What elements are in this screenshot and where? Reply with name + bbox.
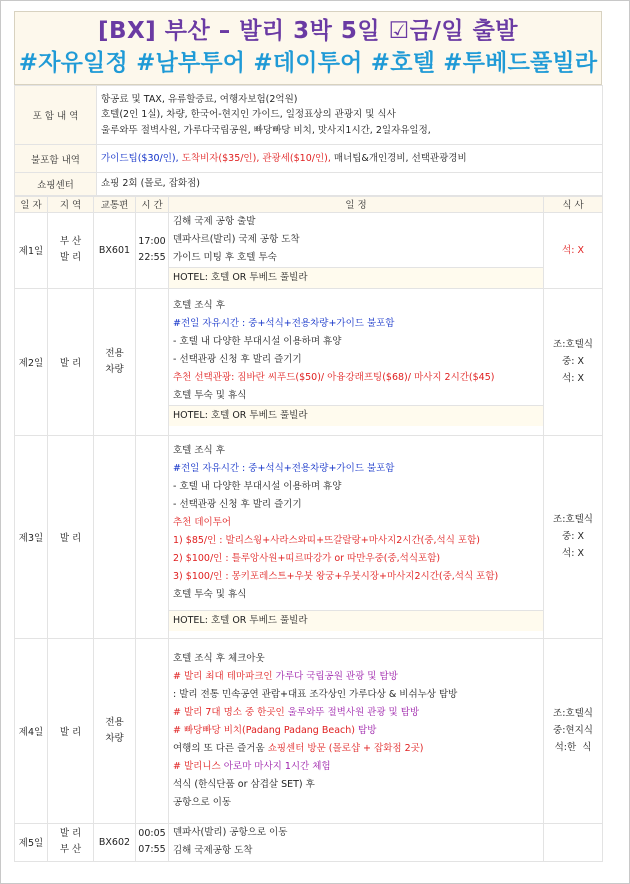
itinerary-sheet bbox=[14, 11, 602, 862]
schedule-line: # 빠당빠당 비치(Padang Padang Beach) 탐방 bbox=[173, 724, 377, 736]
includes-line: 호텔(2인 1실), 차량, 한국어-현지인 가이드, 일정표상의 관광지 및 식사 bbox=[101, 109, 396, 121]
transport: 전용 차량 bbox=[94, 638, 136, 823]
day-tour-option: 1) $85/인 : 발리스윙+사라스와띠+뜨갈랄랑+마사지2시간(중,석식 포함) bbox=[173, 535, 480, 546]
schedule-cell bbox=[169, 435, 544, 638]
meal-cell: 조:호텔식 중: X 석: X bbox=[544, 288, 603, 435]
schedule-line: # 발리 7대 명소 중 한곳인 울루와뚜 절벽사원 관광 및 탐방 bbox=[173, 706, 420, 718]
free-time-line: #전일 자유시간 : 중+석식+전용차량+가이드 불포함 bbox=[173, 463, 395, 474]
time-cell bbox=[136, 638, 169, 823]
summary-table bbox=[14, 85, 603, 196]
hashtag-title: #자유일정 #남부투어 #데이투어 #호텔 #투베드풀빌라 bbox=[18, 50, 598, 76]
optional-tour-line: 추천 선택관광: 짐바란 씨푸드($50)/ 아융강래프팅($68)/ 마사지 2시간($45) bbox=[173, 372, 495, 383]
schedule-line: 가이드 미팅 후 호텔 투숙 bbox=[173, 251, 277, 263]
schedule-line: # 발리 최대 테마파크인 가루다 국립공원 관광 및 탐방 bbox=[173, 670, 398, 682]
schedule-cell bbox=[169, 638, 544, 823]
schedule-line: - 호텔 내 다양한 부대시설 이용하며 휴양 bbox=[173, 481, 342, 492]
region: 발 리 bbox=[48, 638, 94, 823]
hotel-line: HOTEL: 호텔 OR 투베드 풀빌라 bbox=[169, 267, 543, 288]
transport: 전용 차량 bbox=[94, 288, 136, 435]
arrival-visa: 도착비자($35/인), bbox=[181, 152, 260, 164]
includes-label: 포 함 내 역 bbox=[15, 86, 97, 145]
col-time: 시 간 bbox=[136, 196, 169, 212]
meal-cell bbox=[544, 823, 603, 861]
col-meal: 식 사 bbox=[544, 196, 603, 212]
meal-cell: 조:호텔식 중: X 석: X bbox=[544, 435, 603, 638]
time-cell bbox=[136, 435, 169, 638]
includes-line: 울루와뚜 절벽사원, 가루다국립공원, 빠당빠당 비치, 맛사지1시간, 2일자유일정, bbox=[101, 124, 431, 136]
schedule-line: - 선택관광 신청 후 발리 즐기기 bbox=[173, 354, 302, 365]
schedule-line: 호텔 조식 후 bbox=[173, 445, 225, 456]
excludes-label: 불포함 내역 bbox=[15, 145, 97, 173]
excludes-content bbox=[97, 145, 603, 173]
schedule-line: 덴파사(발리) 공항으로 이동 bbox=[173, 827, 288, 838]
tourism-tax: 관광세($10/인), bbox=[262, 152, 331, 164]
schedule-cell bbox=[169, 288, 544, 435]
schedule-line: # 발리니스 아로마 마사지 1시간 체험 bbox=[173, 760, 331, 772]
day-tour-option: 3) $100/인 : 몽키포레스트+우붓 왕궁+우붓시장+마사지2시간(중,석식 포함) bbox=[173, 571, 499, 582]
region: 부 산 발 리 bbox=[48, 212, 94, 288]
day-label: 제4일 bbox=[15, 638, 48, 823]
page-title: [BX] 부산 – 발리 3박 5일 ☑금/일 출발 bbox=[97, 18, 519, 44]
day-label: 제1일 bbox=[15, 212, 48, 288]
time-cell bbox=[136, 288, 169, 435]
day-row bbox=[15, 212, 603, 288]
region: 발 리 부 산 bbox=[48, 823, 94, 861]
day-label: 제3일 bbox=[15, 435, 48, 638]
excludes-rest: 매너팁&개인경비, 선택관광경비 bbox=[333, 152, 467, 164]
schedule-line: 석식 (한식단품 or 삼겹살 SET) 후 bbox=[173, 778, 315, 790]
col-day: 일 자 bbox=[15, 196, 48, 212]
day-tour-heading: 추천 데이투어 bbox=[173, 517, 232, 528]
meal-cell: 조:호텔식 중:현지식 석:한 식 bbox=[544, 638, 603, 823]
flight-times: 17:00 22:55 bbox=[136, 212, 169, 288]
schedule-line: 호텔 조식 후 bbox=[173, 300, 225, 311]
flight-number: BX601 bbox=[94, 212, 136, 288]
col-region: 지 역 bbox=[48, 196, 94, 212]
schedule-cell bbox=[169, 212, 544, 288]
flight-number: BX602 bbox=[94, 823, 136, 861]
schedule-line: 호텔 투숙 및 휴식 bbox=[173, 390, 247, 401]
schedule-cell bbox=[169, 823, 544, 861]
transport-cell bbox=[94, 435, 136, 638]
free-time-line: #전일 자유시간 : 중+석식+전용차량+가이드 불포함 bbox=[173, 318, 395, 329]
day-tour-option: 2) $100/인 : 틀루앙사원+띠르따강가 or 따만우중(중,석식포함) bbox=[173, 553, 441, 564]
col-transport: 교통편 bbox=[94, 196, 136, 212]
shopping-value: 쇼핑 2회 (몰로, 잡화점) bbox=[97, 173, 603, 196]
shopping-label: 쇼핑센터 bbox=[15, 173, 97, 196]
schedule-table bbox=[14, 196, 603, 862]
hotel-line: HOTEL: 호텔 OR 투베드 풀빌라 bbox=[169, 610, 543, 631]
schedule-header bbox=[15, 196, 603, 212]
meal-cell: 석: X bbox=[544, 212, 603, 288]
day-row bbox=[15, 435, 603, 638]
schedule-line: 공항으로 이동 bbox=[173, 796, 232, 808]
schedule-line: - 호텔 내 다양한 부대시설 이용하며 휴양 bbox=[173, 336, 342, 347]
schedule-line: : 발리 전통 민속공연 관람+대표 조각상인 가루다상 & 비쉬누상 탐방 bbox=[173, 688, 458, 700]
hotel-line: HOTEL: 호텔 OR 투베드 풀빌라 bbox=[169, 405, 543, 426]
day-label: 제2일 bbox=[15, 288, 48, 435]
day-row bbox=[15, 823, 603, 861]
schedule-line: 호텔 조식 후 체크아웃 bbox=[173, 652, 265, 664]
region: 발 리 bbox=[48, 288, 94, 435]
header-banner bbox=[14, 11, 602, 85]
schedule-line: 덴파사르(발리) 국제 공항 도착 bbox=[173, 233, 300, 245]
schedule-line: - 선택관광 신청 후 발리 즐기기 bbox=[173, 499, 302, 510]
day-label: 제5일 bbox=[15, 823, 48, 861]
day-row bbox=[15, 288, 603, 435]
schedule-line: 호텔 투숙 및 휴식 bbox=[173, 589, 247, 600]
col-schedule: 일 정 bbox=[169, 196, 544, 212]
region: 발 리 bbox=[48, 435, 94, 638]
day-row bbox=[15, 638, 603, 823]
schedule-line: 여행의 또 다른 즐거움 쇼핑센터 방문 (몰로샵 + 잡화점 2곳) bbox=[173, 742, 424, 754]
guide-tip: 가이드팁($30/인), bbox=[101, 152, 179, 164]
includes-content bbox=[97, 86, 603, 145]
schedule-line: 김해 국제공항 도착 bbox=[173, 845, 253, 856]
flight-times: 00:05 07:55 bbox=[136, 823, 169, 861]
schedule-line: 김해 국제 공항 출발 bbox=[173, 215, 256, 227]
includes-line: 항공료 및 TAX, 유류할증료, 여행자보험(2억원) bbox=[101, 93, 298, 105]
